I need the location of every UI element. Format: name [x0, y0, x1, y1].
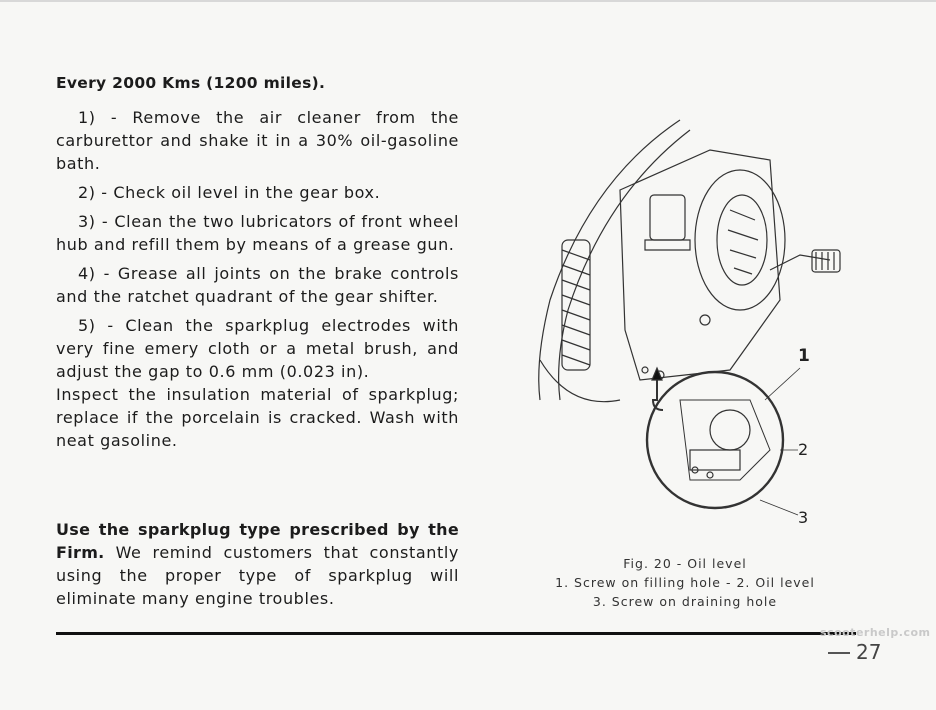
callout-3: 3: [798, 508, 809, 527]
section-heading: Every 2000 Kms (1200 miles).: [56, 74, 326, 92]
step-5: 5) - Clean the sparkplug electrodes with very fine emery cloth or a metal brush, and adjust the gap to 0.6 mm (0.023 in).: [56, 316, 459, 381]
top-edge-line: [0, 0, 936, 2]
caption-line-3: 3. Screw on draining hole: [592, 594, 778, 609]
figure-caption: [520, 554, 850, 611]
watermark-text: scooterhelp.com: [820, 626, 931, 639]
step-1: 1) - Remove the air cleaner from the carburettor and shake it in a 30% oil-gasoline bath.: [56, 108, 459, 173]
page-number-dash: [828, 652, 850, 654]
maintenance-list: [56, 106, 459, 458]
callout-1: 1: [798, 346, 810, 366]
sparkplug-note-bold: Use the sparkplug type prescribed by the Firm.: [56, 520, 459, 562]
engine-illustration: [530, 100, 850, 540]
step-4: 4) - Grease all joints on the brake controls and the ratchet quadrant of the gear shifter.: [56, 264, 459, 306]
inspection-note: Inspect the insulation material of sparkplug; replace if the porcelain is cracked. Wash with neat gasoline.: [56, 385, 459, 450]
caption-title: Fig. 20 - Oil level: [623, 556, 747, 571]
step-3: 3) - Clean the two lubricators of front wheel hub and refill them by means of a grease gun.: [56, 212, 459, 254]
page-number: 27: [856, 640, 882, 664]
sparkplug-note: [56, 518, 459, 610]
callout-2: 2: [798, 440, 809, 459]
footer-rule: [56, 632, 856, 635]
sparkplug-note-text: We remind customers that constantly using the proper type of sparkplug will eliminate many engine troubles.: [56, 543, 459, 608]
step-2: 2) - Check oil level in the gear box.: [78, 183, 381, 202]
caption-line-2: 1. Screw on filling hole - 2. Oil level: [555, 575, 815, 590]
